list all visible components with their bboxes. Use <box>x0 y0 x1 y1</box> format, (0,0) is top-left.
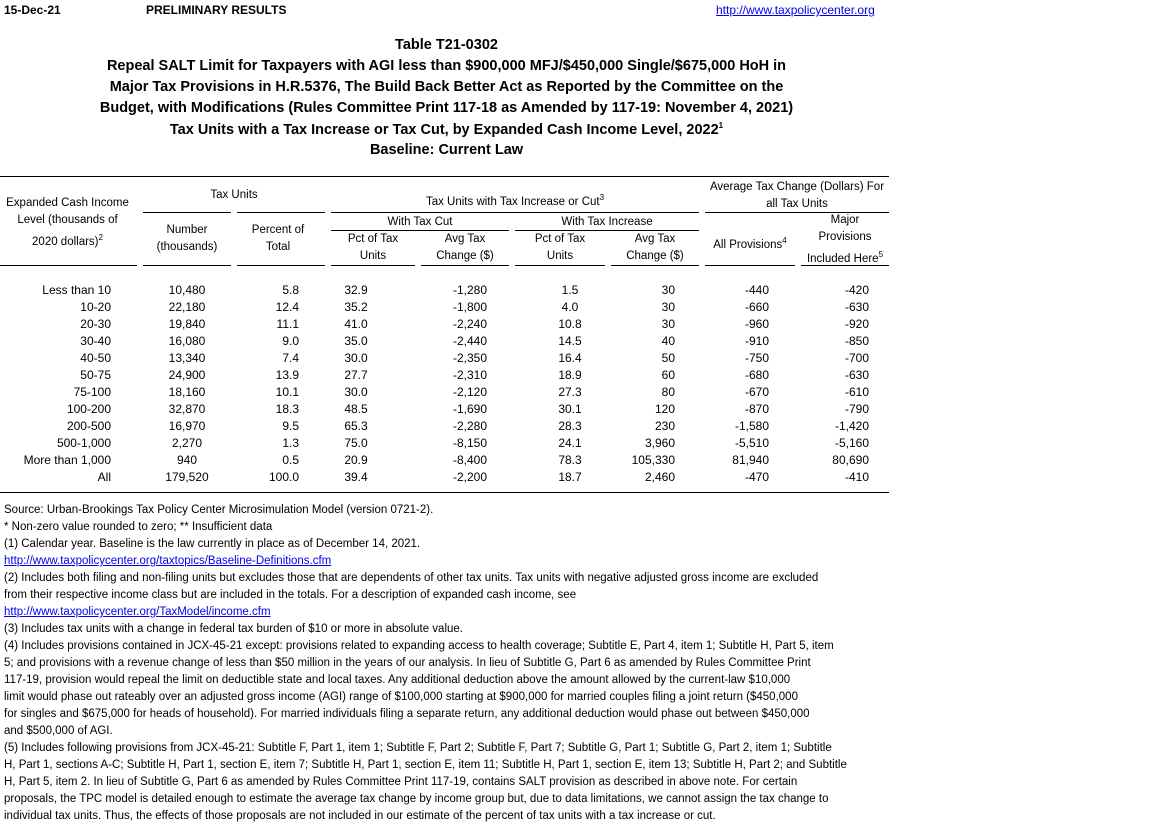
cell-percent: 10.1 <box>275 385 299 399</box>
cell-all-provisions: -660 <box>744 300 769 314</box>
cell-income-level: 200-500 <box>66 419 111 433</box>
cell-cut-avg: -8,150 <box>452 436 487 450</box>
cell-major-provisions: -920 <box>844 317 869 331</box>
cell-inc-avg: 50 <box>661 351 675 365</box>
table-row <box>0 334 893 351</box>
cell-inc-avg: 30 <box>661 300 675 314</box>
table-row <box>0 368 893 385</box>
rule-inc-cut <box>331 212 699 213</box>
footnote-2a: (2) Includes both filing and non-filing units but excludes those that are dependents of other tax units. Tax units with negative adjusted gross income are excluded <box>4 572 819 584</box>
cell-number: 940 <box>176 453 198 467</box>
col-avg-tax-change: Average Tax Change (Dollars) For all Tax Units <box>709 181 885 210</box>
cell-cut-avg: -2,440 <box>452 334 487 348</box>
cell-all-provisions: -750 <box>744 351 769 365</box>
cell-number: 32,870 <box>168 402 206 416</box>
footnote-3: (3) Includes tax units with a change in federal tax burden of $10 or more in absolute value. <box>4 623 463 635</box>
cell-percent: 18.3 <box>275 402 299 416</box>
table-row <box>0 402 893 419</box>
cell-cut-pct: 35.0 <box>344 334 368 348</box>
cell-major-provisions: -790 <box>844 402 869 416</box>
footnote-4e: for singles and $675,000 for heads of household). For married individuals filing a separate return, any additional deduction would phase out between $450,000 <box>4 708 810 720</box>
table-row <box>0 453 893 470</box>
cell-inc-pct: 14.5 <box>558 334 582 348</box>
col-percent-total: Percent of Total <box>251 224 305 253</box>
cell-cut-avg: -1,690 <box>452 402 487 416</box>
cell-number: 2,270 <box>171 436 203 450</box>
table-top-rule <box>0 176 889 177</box>
rule-bottom-inc-pct <box>515 265 605 266</box>
cell-all-provisions: -440 <box>744 283 769 297</box>
cell-cut-pct: 20.9 <box>344 453 368 467</box>
table-bottom-rule <box>0 492 889 493</box>
title-line-2: Repeal SALT Limit for Taxpayers with AGI less than $900,000 MFJ/$450,000 Single/$675,000 HoH in <box>106 58 787 74</box>
cell-inc-avg: 230 <box>654 419 675 433</box>
cell-income-level: 20-30 <box>80 317 111 331</box>
cell-cut-avg: -2,310 <box>452 368 487 382</box>
rule-bottom-level <box>0 265 137 266</box>
footnote-1-link[interactable]: http://www.taxpolicycenter.org/taxtopics/Baseline-Definitions.cfm <box>4 555 332 567</box>
cell-inc-avg: 3,960 <box>644 436 675 450</box>
cell-cut-avg: -2,280 <box>452 419 487 433</box>
rule-number <box>143 212 231 213</box>
cell-cut-pct: 27.7 <box>344 368 368 382</box>
cell-inc-avg: 2,460 <box>644 470 675 484</box>
rule-bottom-all <box>705 265 795 266</box>
rule-percent <box>237 212 325 213</box>
footnote-4c: 117-19, provision would repeal the limit on deductible state and local taxes. Any additional deduction above the amount allowed by the current-law $10,000 <box>4 674 791 686</box>
cell-inc-pct: 24.1 <box>558 436 582 450</box>
report-date: 15-Dec-21 <box>4 3 61 17</box>
cell-cut-pct: 48.5 <box>344 402 368 416</box>
cell-major-provisions: -420 <box>844 283 869 297</box>
col-cut-pct: Pct of Tax Units <box>347 233 399 262</box>
title-footnote-ref: 1 <box>718 121 724 130</box>
cell-all-provisions: -670 <box>744 385 769 399</box>
table-row <box>0 283 893 300</box>
cell-inc-pct: 18.7 <box>558 470 582 484</box>
cell-all-provisions: -5,510 <box>734 436 769 450</box>
title-line-3: Major Tax Provisions in H.R.5376, The Build Back Better Act as Reported by the Committee on the <box>109 79 784 95</box>
rule-bottom-inc-avg <box>611 265 699 266</box>
baseline-label: Baseline: Current Law <box>369 142 524 158</box>
table-row <box>0 436 893 453</box>
cell-inc-avg: 30 <box>661 317 675 331</box>
cell-cut-avg: -1,280 <box>452 283 487 297</box>
cell-inc-pct: 27.3 <box>558 385 582 399</box>
footnote-4f: and $500,000 of AGI. <box>4 725 113 737</box>
cell-inc-pct: 16.4 <box>558 351 582 365</box>
col-cut-avg: Avg Tax Change ($) <box>436 233 494 262</box>
title-line-5 <box>0 121 893 138</box>
rule-bottom-percent <box>237 265 325 266</box>
cell-income-level: 50-75 <box>80 368 111 382</box>
cell-major-provisions: -630 <box>844 368 869 382</box>
cell-major-provisions: -610 <box>844 385 869 399</box>
table-row <box>0 385 893 402</box>
cell-major-provisions: -1,420 <box>834 419 869 433</box>
cell-inc-avg: 120 <box>654 402 675 416</box>
cell-number: 22,180 <box>168 300 206 314</box>
preliminary-label: PRELIMINARY RESULTS <box>146 3 287 17</box>
cell-all-provisions: -910 <box>744 334 769 348</box>
cell-all-provisions: -960 <box>744 317 769 331</box>
cell-percent: 7.4 <box>282 351 299 365</box>
cell-all-provisions: 81,940 <box>732 453 769 467</box>
footnote-source: Source: Urban-Brookings Tax Policy Center Microsimulation Model (version 0721-2). <box>4 504 434 516</box>
cell-inc-avg: 60 <box>661 368 675 382</box>
title-line-4: Budget, with Modifications (Rules Committee Print 117-18 as Amended by 117-19: November 4, 2021) <box>99 100 794 116</box>
footnote-4d: limit would phase out rateably over an adjusted gross income (AGI) range of $100,000 starting at $900,000 for married couples filing a joint return ($450,000 <box>4 691 798 703</box>
cell-percent: 0.5 <box>282 453 299 467</box>
cell-major-provisions: -700 <box>844 351 869 365</box>
cell-cut-pct: 30.0 <box>344 385 368 399</box>
cell-major-provisions: -630 <box>844 300 869 314</box>
col-inc-pct: Pct of Tax Units <box>534 233 586 262</box>
footnote-1: (1) Calendar year. Baseline is the law currently in place as of December 14, 2021. <box>4 538 421 550</box>
cell-percent: 12.4 <box>275 300 299 314</box>
cell-income-level: 75-100 <box>73 385 111 399</box>
cell-inc-avg: 105,330 <box>631 453 675 467</box>
cell-number: 18,160 <box>168 385 206 399</box>
cell-income-level: 100-200 <box>66 402 111 416</box>
footnote-5b: H, Part 1, sections A-C; Subtitle H, Part 1, section E, item 7; Subtitle H, Part 1, section E, item 11; Subtitle H, Part 1, section E, item 13; Subtitle H, Part 2; and Subtitle <box>4 759 847 771</box>
footnote-5d: proposals, the TPC model is detailed enough to estimate the average tax change by income group but, due to data limitations, we cannot assign the tax change to <box>4 793 829 805</box>
cell-number: 10,480 <box>168 283 206 297</box>
cell-cut-avg: -2,120 <box>452 385 487 399</box>
cell-cut-avg: -1,800 <box>452 300 487 314</box>
cell-cut-avg: -2,240 <box>452 317 487 331</box>
cell-number: 13,340 <box>168 351 206 365</box>
cell-inc-avg: 30 <box>661 283 675 297</box>
table-row <box>0 317 893 334</box>
table-row <box>0 300 893 317</box>
tpc-link[interactable]: http://www.taxpolicycenter.org <box>716 3 875 17</box>
cell-cut-avg: -2,350 <box>452 351 487 365</box>
cell-number: 16,080 <box>168 334 206 348</box>
cell-income-level: All <box>97 470 111 484</box>
cell-cut-pct: 35.2 <box>344 300 368 314</box>
cell-inc-pct: 78.3 <box>558 453 582 467</box>
cell-percent: 9.0 <box>282 334 299 348</box>
cell-inc-pct: 4.0 <box>561 300 579 314</box>
footnote-5c: H, Part 5, item 2. In lieu of Subtitle G, Part 6 as amended by Rules Committee Print 117-19, contains SALT provision as described in above note. For certain <box>4 776 798 788</box>
cell-all-provisions: -870 <box>744 402 769 416</box>
footnote-5e: individual tax units. Thus, the effects of those proposals are not included in our estimate of the percent of tax units with a tax increase or cut. <box>4 810 716 822</box>
cell-inc-pct: 1.5 <box>561 283 579 297</box>
cell-income-level: 30-40 <box>80 334 111 348</box>
cell-percent: 1.3 <box>282 436 299 450</box>
cell-inc-pct: 28.3 <box>558 419 582 433</box>
col-income-level: Expanded Cash Income Level (thousands of 2020 dollars)$^2$ <box>6 197 129 248</box>
table-row <box>0 419 893 436</box>
col-inc-avg: Avg Tax Change ($) <box>626 233 684 262</box>
table-id: Table T21-0302 <box>395 37 498 53</box>
col-increase-or-cut: Tax Units with Tax Increase or Cut$^3$ <box>425 193 605 208</box>
cell-cut-avg: -8,400 <box>452 453 487 467</box>
footnote-4b: 5; and provisions with a revenue change of less than $50 million in the years of our analysis. In lieu of Subtitle G, Part 6 as amended by Rules Committee Print <box>4 657 811 669</box>
cell-percent: 100.0 <box>268 470 299 484</box>
footnote-2b: from their respective income class but are included in the totals. For a description of expanded cash income, see <box>4 589 577 601</box>
cell-inc-pct: 10.8 <box>558 317 582 331</box>
cell-cut-pct: 30.0 <box>344 351 368 365</box>
cell-number: 16,970 <box>168 419 206 433</box>
cell-inc-pct: 30.1 <box>558 402 582 416</box>
cell-number: 24,900 <box>168 368 206 382</box>
cell-cut-pct: 39.4 <box>344 470 368 484</box>
cell-cut-pct: 41.0 <box>344 317 368 331</box>
cell-all-provisions: -470 <box>744 470 769 484</box>
cell-income-level: 40-50 <box>80 351 111 365</box>
rule-bottom-cut-pct <box>331 265 415 266</box>
footnote-nonzero: * Non-zero value rounded to zero; ** Insufficient data <box>4 521 273 533</box>
cell-inc-avg: 80 <box>661 385 675 399</box>
cell-major-provisions: -850 <box>844 334 869 348</box>
cell-cut-pct: 32.9 <box>344 283 368 297</box>
col-with-tax-cut: With Tax Cut <box>387 216 453 228</box>
cell-inc-avg: 40 <box>661 334 675 348</box>
footnote-5a: (5) Includes following provisions from JCX-45-21: Subtitle F, Part 1, item 1; Subtitle F, Part 2; Subtitle F, Part 7; Subtitle G, Part 1; Subtitle G, Part 2, item 1; Subtitle <box>4 742 832 754</box>
cell-income-level: More than 1,000 <box>23 453 111 467</box>
col-all-provisions: All Provisions$^4$ <box>713 236 787 251</box>
cell-percent: 13.9 <box>275 368 299 382</box>
cell-cut-pct: 65.3 <box>344 419 368 433</box>
cell-major-provisions: 80,690 <box>832 453 869 467</box>
cell-percent: 5.8 <box>282 283 299 297</box>
cell-income-level: 10-20 <box>80 300 111 314</box>
title-line-5-text: Tax Units with a Tax Increase or Tax Cut, by Expanded Cash Income Level, 2022 <box>169 121 719 138</box>
table-row <box>0 351 893 368</box>
cell-major-provisions: -410 <box>844 470 869 484</box>
rule-bottom-number <box>143 265 231 266</box>
rule-bottom-cut-avg <box>421 265 509 266</box>
footnote-2-link[interactable]: http://www.taxpolicycenter.org/TaxModel/income.cfm <box>4 606 271 618</box>
cell-all-provisions: -680 <box>744 368 769 382</box>
cell-cut-pct: 75.0 <box>344 436 368 450</box>
col-with-tax-increase: With Tax Increase <box>561 216 653 228</box>
cell-number: 179,520 <box>165 470 209 484</box>
col-tax-units: Tax Units <box>210 189 258 201</box>
cell-cut-avg: -2,200 <box>452 470 487 484</box>
cell-income-level: 500-1,000 <box>56 436 111 450</box>
col-number: Number (thousands) <box>156 224 218 253</box>
cell-all-provisions: -1,580 <box>734 419 769 433</box>
table-row <box>0 470 893 487</box>
cell-number: 19,840 <box>168 317 206 331</box>
cell-percent: 11.1 <box>276 317 299 331</box>
cell-inc-pct: 18.9 <box>558 368 582 382</box>
cell-major-provisions: -5,160 <box>834 436 869 450</box>
col-major-provisions: Major Provisions Included Here$^5$ <box>806 214 884 265</box>
cell-income-level: Less than 10 <box>42 283 111 297</box>
cell-percent: 9.5 <box>282 419 299 433</box>
footnote-4a: (4) Includes provisions contained in JCX-45-21 except: provisions related to expanding access to health coverage; Subtitle E, Part 4, item 1; Subtitle H, Part 5, item <box>4 640 834 652</box>
